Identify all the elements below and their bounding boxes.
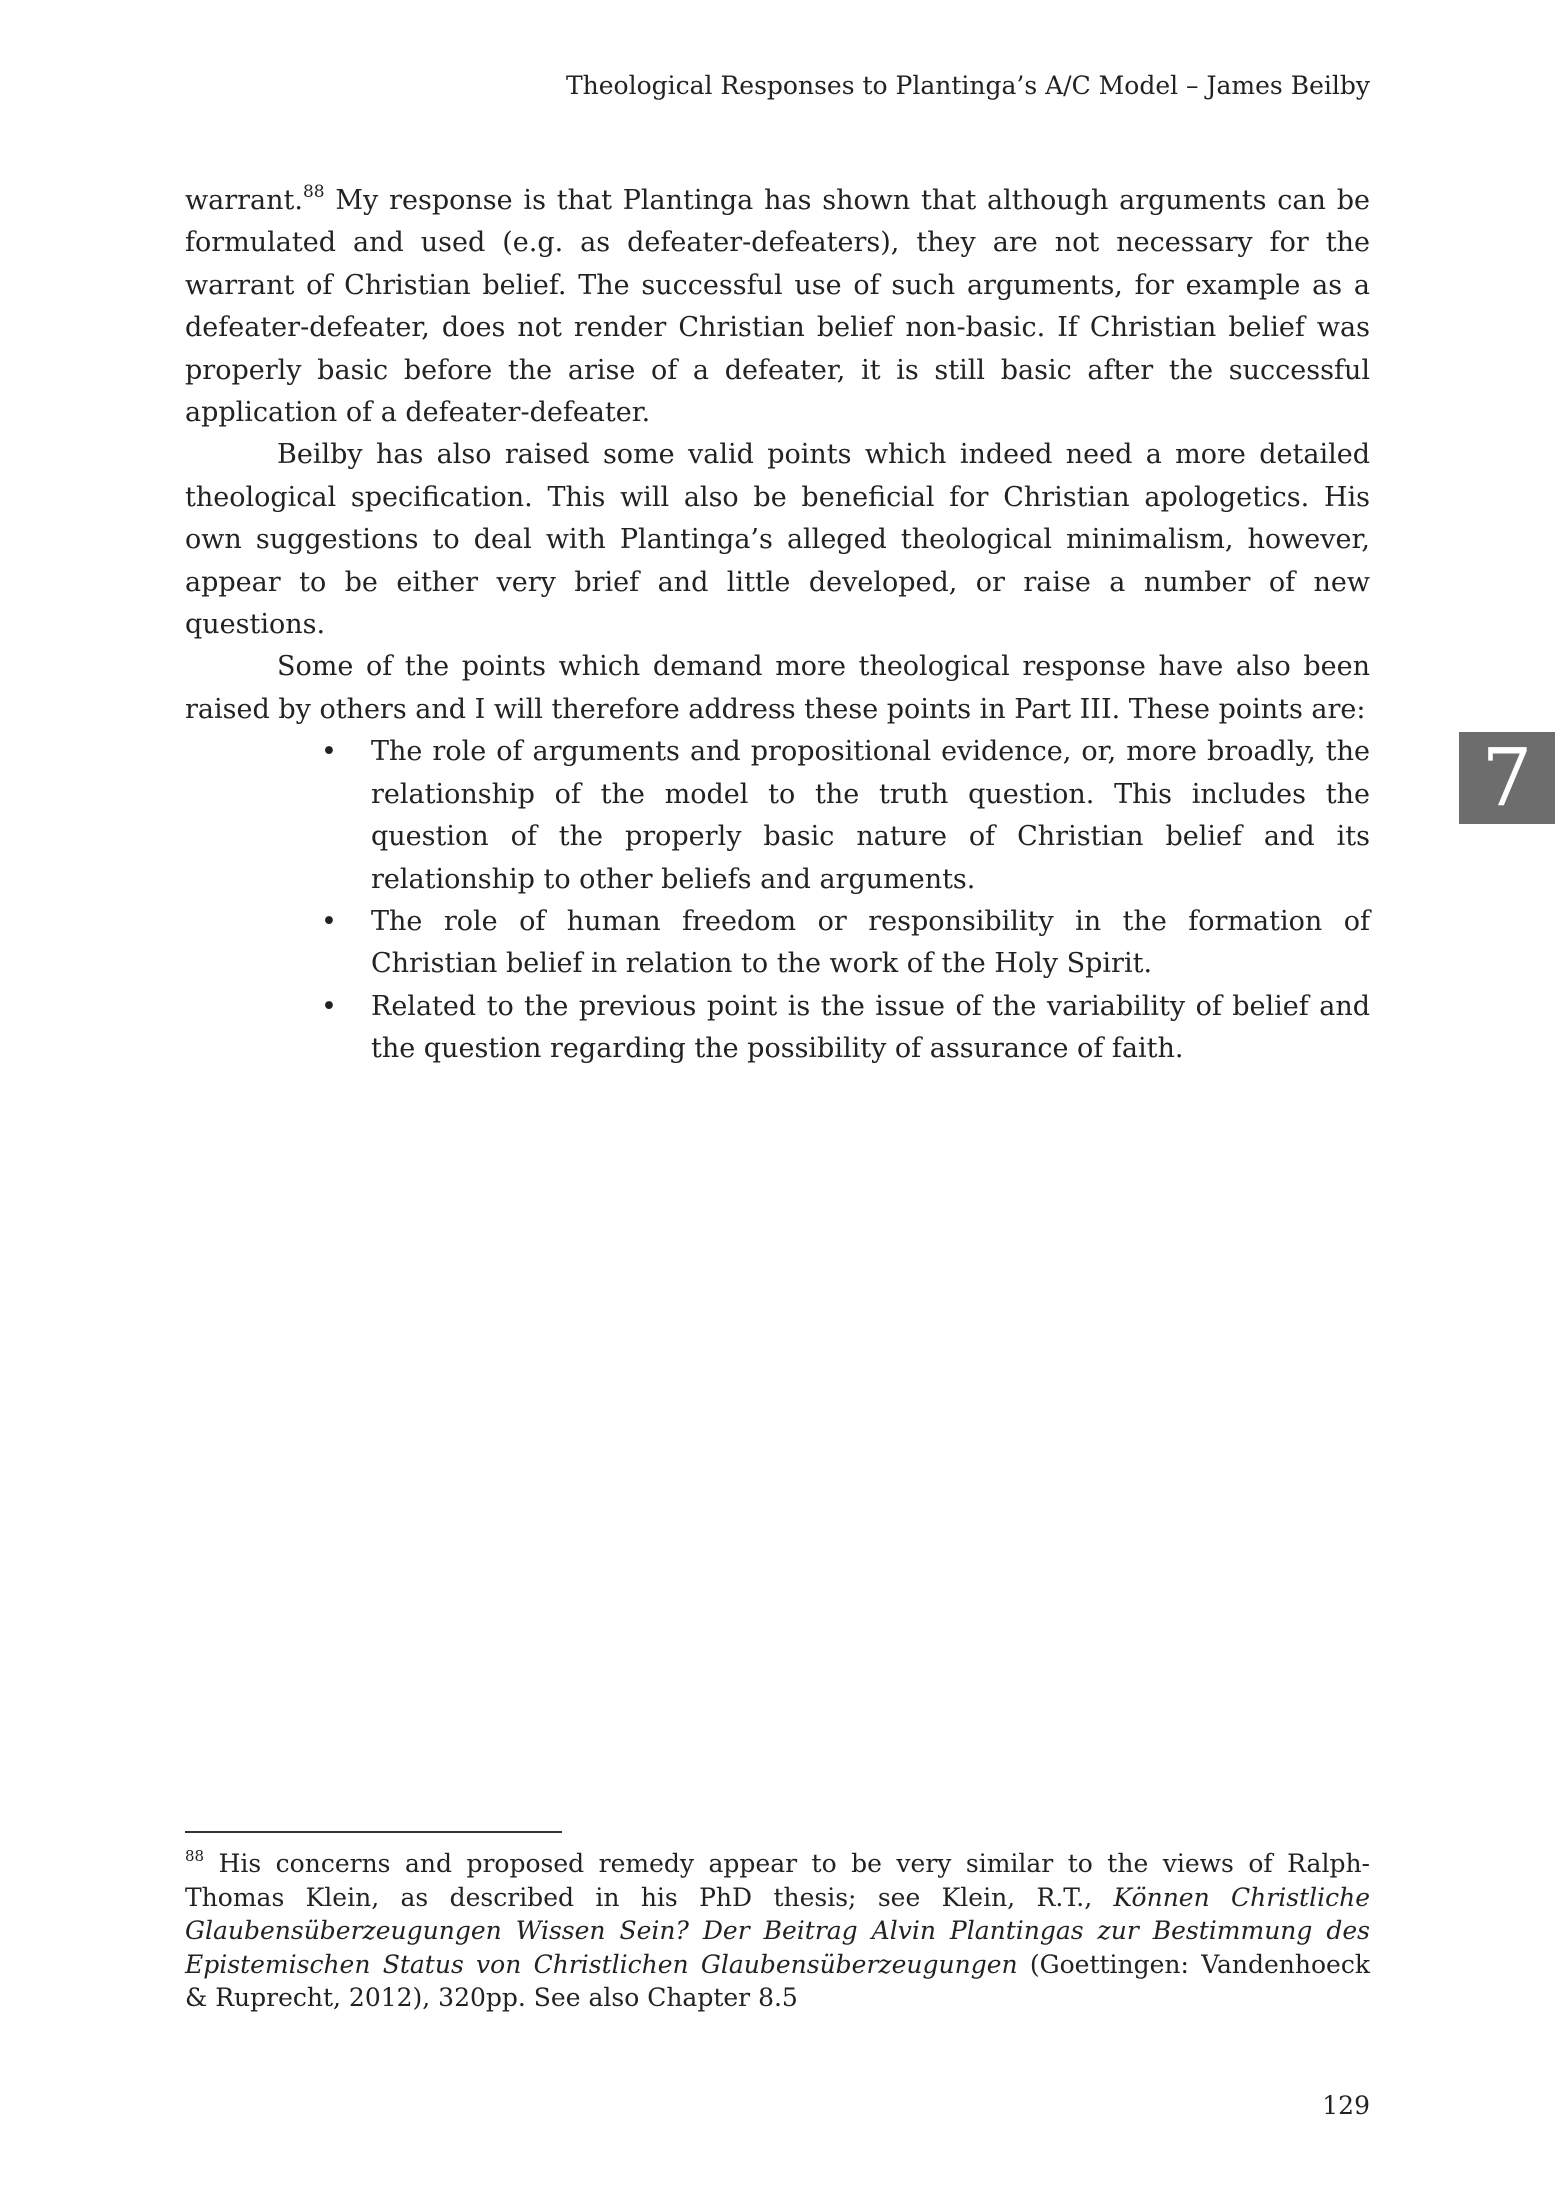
bullet-list (185, 731, 1370, 1070)
footnote-reference[interactable]: 88 (302, 182, 325, 202)
bullet-item: • The role of human freedom or responsibility in the formation of Christian belief in relation to the work of the Holy Spirit. (185, 901, 1370, 986)
page-number: 129 (1322, 2091, 1370, 2120)
body-text (185, 180, 1370, 1071)
footnote-divider (185, 1831, 562, 1833)
footnote-cited-title: Können Christliche Glaubensüberzeugungen Wissen Sein? Der Beitrag Alvin Plantingas zur Bestimmung des Epistemischen Status von Christlichen Glaubensüberzeugungen (185, 1882, 1370, 1979)
bullet-item: • The role of arguments and propositional evidence, or, more broadly, the relationship of the model to the truth question. This includes the question of the properly basic nature of Christian belief and its relationship to other beliefs and arguments. (185, 731, 1370, 901)
paragraph-1-lead: warrant. (185, 185, 303, 216)
chapter-tab: 7 (1459, 732, 1555, 824)
paragraph-3: Some of the points which demand more theological response have also been raised by others and I will therefore address these points in Part III. These points are: (185, 651, 1370, 725)
footnote-text-after: (Goettingen: Vandenhoeck & Ruprecht, 2012), 320pp. See also Chapter 8.5 (185, 1949, 1370, 2012)
footnote-text-before: His concerns and proposed remedy appear to be very similar to the views of Ralph-Thomas Klein, as described in his PhD thesis; see Klein, R.T., (185, 1849, 1370, 1912)
running-header: Theological Responses to Plantinga’s A/C Model – James Beilby (565, 71, 1370, 100)
bullet-item: • Related to the previous point is the issue of the variability of belief and the question regarding the possibility of assurance of faith. (185, 986, 1370, 1071)
footnote (185, 1847, 1370, 2015)
paragraph-2: Beilby has also raised some valid points which indeed need a more detailed theological specification. This will also be beneficial for Christian apologetics. His own suggestions to deal with Plantinga’s alleged theological minimalism, however, appear to be either very brief and little developed, or raise a number of new questions. (185, 439, 1370, 641)
footnote-number: 88 (185, 1847, 205, 1865)
paragraph-1 (185, 180, 1370, 434)
paragraph-1-text: My response is that Plantinga has shown that although arguments can be formulated and used (e.g. as defeater-defeaters), they are not necessary for the warrant of Christian belief. The successful use of such arguments, for example as a defeater-defeater, does not render Christian belief non-basic. If Christian belief was properly basic before the arise of a defeater, it is still basic after the successful application of a defeater-defeater. (185, 185, 1370, 429)
